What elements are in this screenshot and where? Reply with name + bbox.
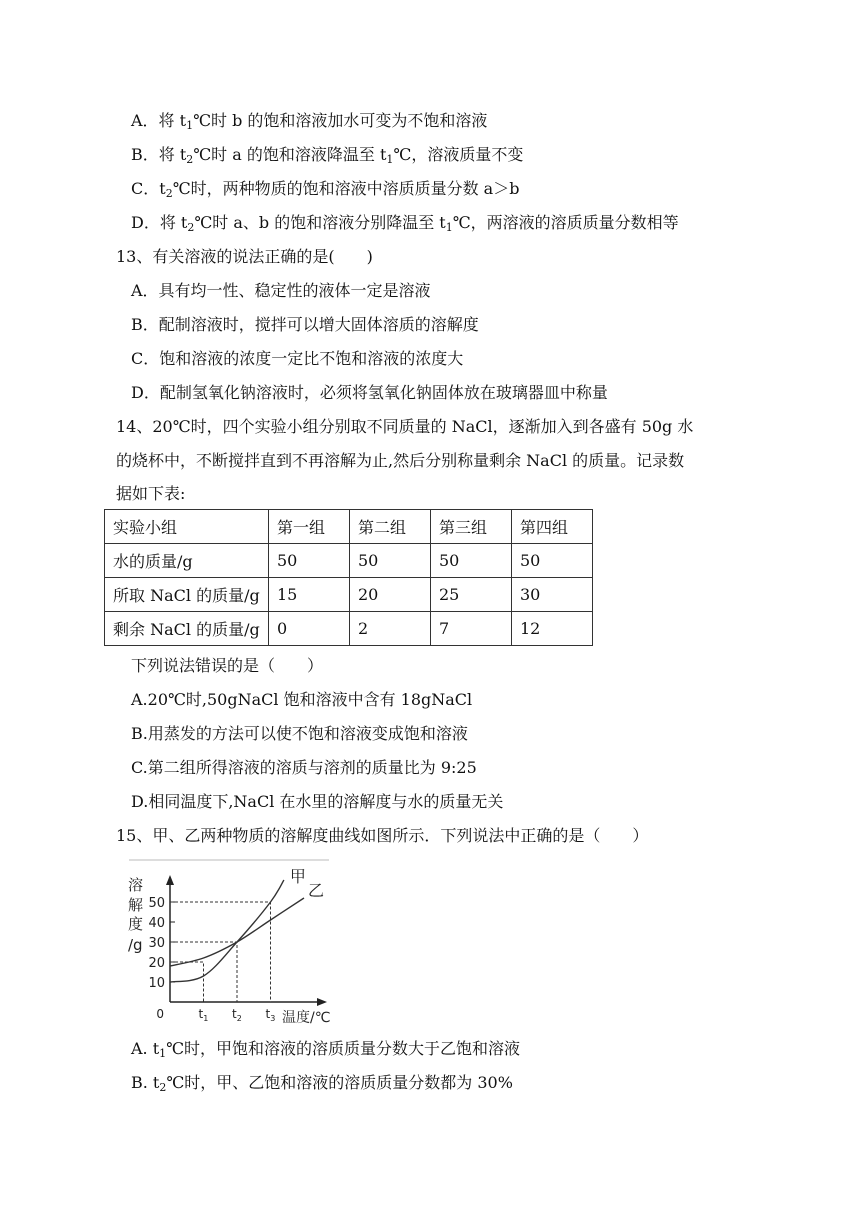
y-axis-arrow: [166, 875, 174, 885]
y-axis-label: 解: [128, 896, 144, 914]
q14-stem-line-1: 14、20℃时，四个实验小组分别取不同质量的 NaCl，逐渐加入到各盛有 50g 水: [116, 417, 694, 436]
q15-stem: 15、甲、乙两种物质的溶解度曲线如图所示．下列说法中正确的是（ ）: [116, 826, 649, 845]
y-tick-label: 10: [148, 976, 165, 991]
series-yi-label: 乙: [308, 881, 325, 900]
table-cell: 0: [269, 612, 350, 646]
table-row: [105, 578, 593, 612]
table-cell: 7: [431, 612, 512, 646]
x-axis-arrow: [317, 998, 327, 1006]
table-cell: 所取 NaCl 的质量/g: [105, 578, 269, 612]
table-row: [105, 544, 593, 578]
y-axis-label: /g: [128, 936, 143, 954]
table-cell: 2: [350, 612, 431, 646]
q14-question: 下列说法错误的是（ ）: [131, 656, 324, 675]
table-cell: 水的质量/g: [105, 544, 269, 578]
x-axis-label: 温度/℃: [282, 1010, 331, 1026]
x-tick-label: $t_3$: [265, 1007, 276, 1023]
q12-option-b: B．将 $t_2℃$时 a 的饱和溶液降温至 $t_1℃$，溶液质量不变: [131, 145, 524, 166]
table-cell: 50: [512, 544, 593, 578]
q13-option-b: B．配制溶液时，搅拌可以增大固体溶质的溶解度: [131, 315, 479, 334]
q13-option-d: D．配制氢氧化钠溶液时，必须将氢氧化钠固体放在玻璃器皿中称量: [131, 383, 608, 402]
table-cell: 第四组: [512, 510, 593, 544]
dashed-guide: [170, 902, 271, 1002]
table-row: [105, 612, 593, 646]
q15-option-b: B. $t_2℃$时，甲、乙饱和溶液的溶质质量分数都为 30%: [131, 1073, 513, 1094]
q14-option-d: D.相同温度下,NaCl 在水里的溶解度与水的质量无关: [131, 792, 504, 811]
chart-layer: [128, 867, 330, 1026]
table-cell: 25: [431, 578, 512, 612]
q14-stem-line-3: 据如下表:: [116, 484, 186, 503]
y-axis-label: 度: [128, 915, 144, 933]
table-cell: 第一组: [269, 510, 350, 544]
table-cell: 12: [512, 612, 593, 646]
y-axis-label: 溶: [128, 876, 144, 894]
x-tick-label: $t_2$: [232, 1007, 242, 1023]
table-header-row: [105, 510, 593, 544]
q12-option-a: A．将 $t_1℃$时 b 的饱和溶液加水可变为不饱和溶液: [131, 111, 488, 132]
table-cell: 15: [269, 578, 350, 612]
table-cell: 实验小组: [105, 510, 269, 544]
table-cell: 50: [269, 544, 350, 578]
series-jia-line: [170, 880, 284, 982]
table-cell: 第三组: [431, 510, 512, 544]
origin-label: 0: [156, 1007, 164, 1021]
q13-option-a: A．具有均一性、稳定性的液体一定是溶液: [131, 281, 431, 300]
x-tick-label: $t_1$: [198, 1007, 209, 1023]
y-tick-label: 20: [148, 956, 165, 971]
solubility-curve-chart: [124, 856, 344, 1028]
table-cell: 30: [512, 578, 593, 612]
q15-option-a: A. $t_1℃$时，甲饱和溶液的溶质质量分数大于乙饱和溶液: [131, 1039, 521, 1060]
y-tick-label: 40: [148, 916, 165, 931]
table-cell: 第二组: [350, 510, 431, 544]
q14-option-a: A.20℃时,50gNaCl 饱和溶液中含有 18gNaCl: [131, 690, 473, 709]
y-tick-label: 30: [148, 936, 165, 951]
table-cell: 剩余 NaCl 的质量/g: [105, 612, 269, 646]
q12-option-d: D．将 $t_2℃$时 a、b 的饱和溶液分别降温至 $t_1℃$，两溶液的溶质质量分数相等: [131, 213, 679, 234]
table-cell: 50: [431, 544, 512, 578]
q14-stem-line-2: 的烧杯中，不断搅拌直到不再溶解为止,然后分别称量剩余 NaCl 的质量。记录数: [116, 451, 685, 470]
q14-data-table: [104, 509, 593, 646]
q12-option-c: C．$t_2℃$时，两种物质的饱和溶液中溶质质量分数 a＞b: [131, 179, 520, 200]
q14-option-c: C.第二组所得溶液的溶质与溶剂的质量比为 9:25: [131, 758, 477, 777]
q14-option-b: B.用蒸发的方法可以使不饱和溶液变成饱和溶液: [131, 724, 468, 743]
q13-option-c: C．饱和溶液的浓度一定比不饱和溶液的浓度大: [131, 349, 464, 368]
y-tick-label: 50: [148, 896, 165, 911]
series-jia-label: 甲: [289, 867, 306, 886]
dashed-guide: [170, 942, 237, 1002]
table-cell: 50: [350, 544, 431, 578]
q13-stem: 13、有关溶液的说法正确的是( ): [116, 247, 373, 266]
table-cell: 20: [350, 578, 431, 612]
